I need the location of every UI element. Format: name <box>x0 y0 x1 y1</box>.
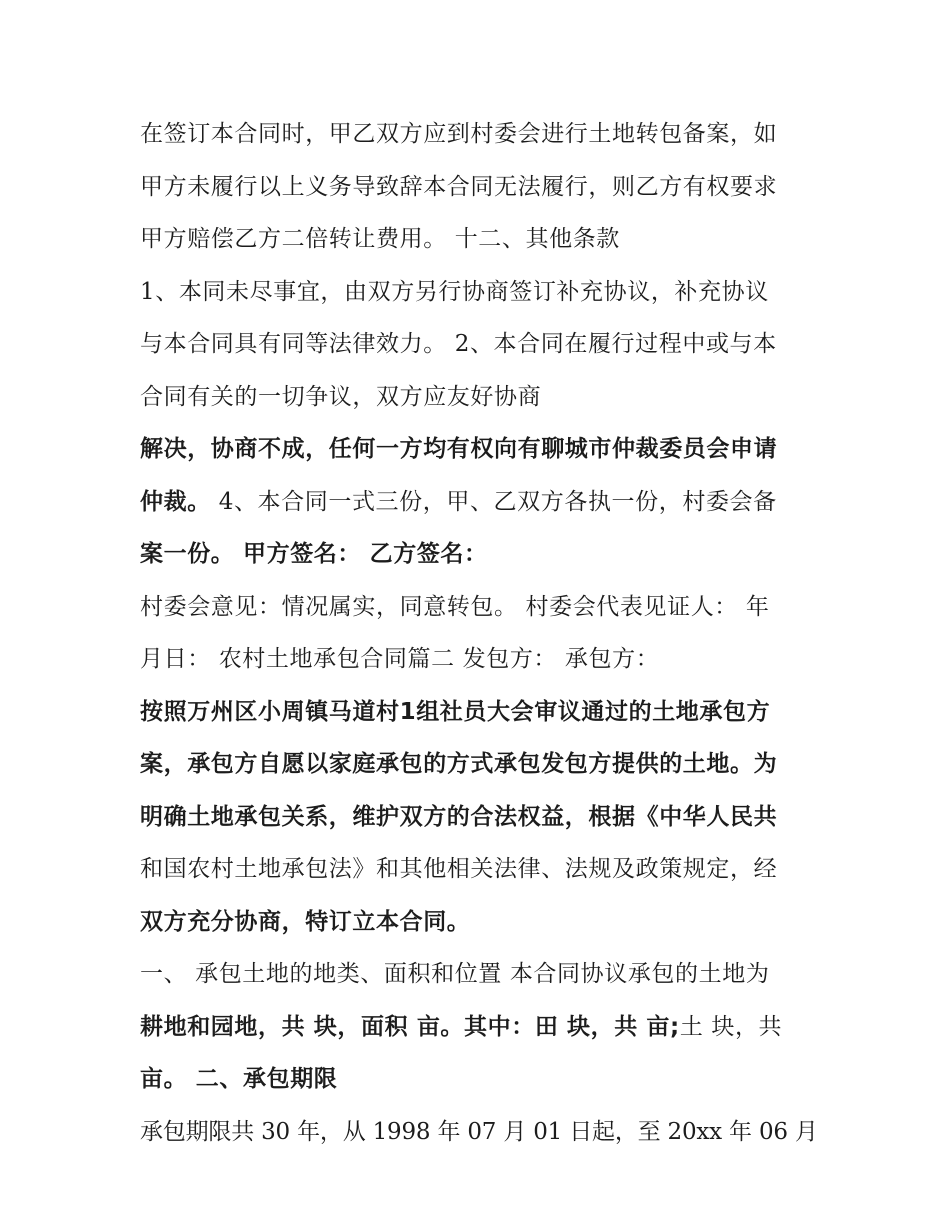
text-segment: 双方充分协商，特订立本合同。 <box>140 908 471 935</box>
text-line <box>140 581 820 634</box>
text-segment: 土 块，共 <box>679 1013 783 1040</box>
text-segment: 合同有关的一切争议，双方应友好协商 <box>140 383 542 410</box>
text-segment: 案一份。 甲方签名： 乙方签名： <box>140 541 488 567</box>
text-segment: 月日： 农村土地承包合同篇二 发包方： 承包方： <box>140 646 660 672</box>
text-line <box>140 896 820 949</box>
text-line <box>140 108 820 161</box>
text-line <box>140 843 820 896</box>
text-line <box>140 423 820 476</box>
text-segment: 甲方未履行以上义务导致辞本合同无法履行，则乙方有权要求 <box>140 173 778 200</box>
text-line <box>140 318 820 371</box>
text-segment: 案，承包方自愿以家庭承包的方式承包发包方提供的土地。为 <box>140 751 778 777</box>
text-line <box>140 371 820 424</box>
text-segment: 按照万州区小周镇马道村1组社员大会审议通过的土地承包方 <box>140 698 771 725</box>
text-segment: 和国农村土地承包法》和其他相关法律、法规及政策规定，经 <box>140 856 778 882</box>
text-segment: 耕地和园地，共 块，面积 亩。其中：田 块，共 亩; <box>140 1013 680 1040</box>
text-line <box>140 738 820 791</box>
text-segment: 明确土地承包关系，维护双方的合法权益，根据《中华人民共 <box>140 803 778 830</box>
text-segment: 1、本同未尽事宜，由双方另行协商签订补充协议，补充协议 <box>140 278 769 305</box>
text-line <box>140 476 820 529</box>
text-segment: 甲方赔偿乙方二倍转让费用。 十二、其他条款 <box>140 226 620 252</box>
text-segment: 一、 承包土地的地类、面积和位置 本合同协议承包的土地为 <box>140 961 770 987</box>
contract-text-body <box>140 108 820 1158</box>
text-segment: 解决，协商不成，任何一方均有权向有聊城市仲裁委员会申请 <box>140 436 778 462</box>
text-line <box>140 528 820 581</box>
text-line <box>140 948 820 1001</box>
text-segment: 仲裁。 <box>140 488 211 515</box>
text-segment: 与本合同具有同等法律效力。 2、本合同在履行过程中或与本 <box>140 331 777 357</box>
text-segment: 承包期限共 30 年，从 1998 年 07 月 01 日起，至 20xx 年 06 月 <box>140 1118 818 1145</box>
text-segment: 4、本合同一式三份，甲、乙双方各执一份，村委会备 <box>210 488 777 515</box>
text-line <box>140 161 820 214</box>
text-line <box>140 633 820 686</box>
text-segment: 在签订本合同时，甲乙双方应到村委会进行土地转包备案，如 <box>140 121 778 147</box>
text-line <box>140 1106 820 1159</box>
text-line <box>140 791 820 844</box>
text-line <box>140 1053 820 1106</box>
text-segment: 亩。 二、承包期限 <box>140 1066 338 1092</box>
text-line <box>140 1001 820 1054</box>
text-line <box>140 266 820 319</box>
text-segment: 村委会意见：情况属实，同意转包。 村委会代表见证人： 年 <box>140 593 770 620</box>
text-line <box>140 686 820 739</box>
text-line <box>140 213 820 266</box>
